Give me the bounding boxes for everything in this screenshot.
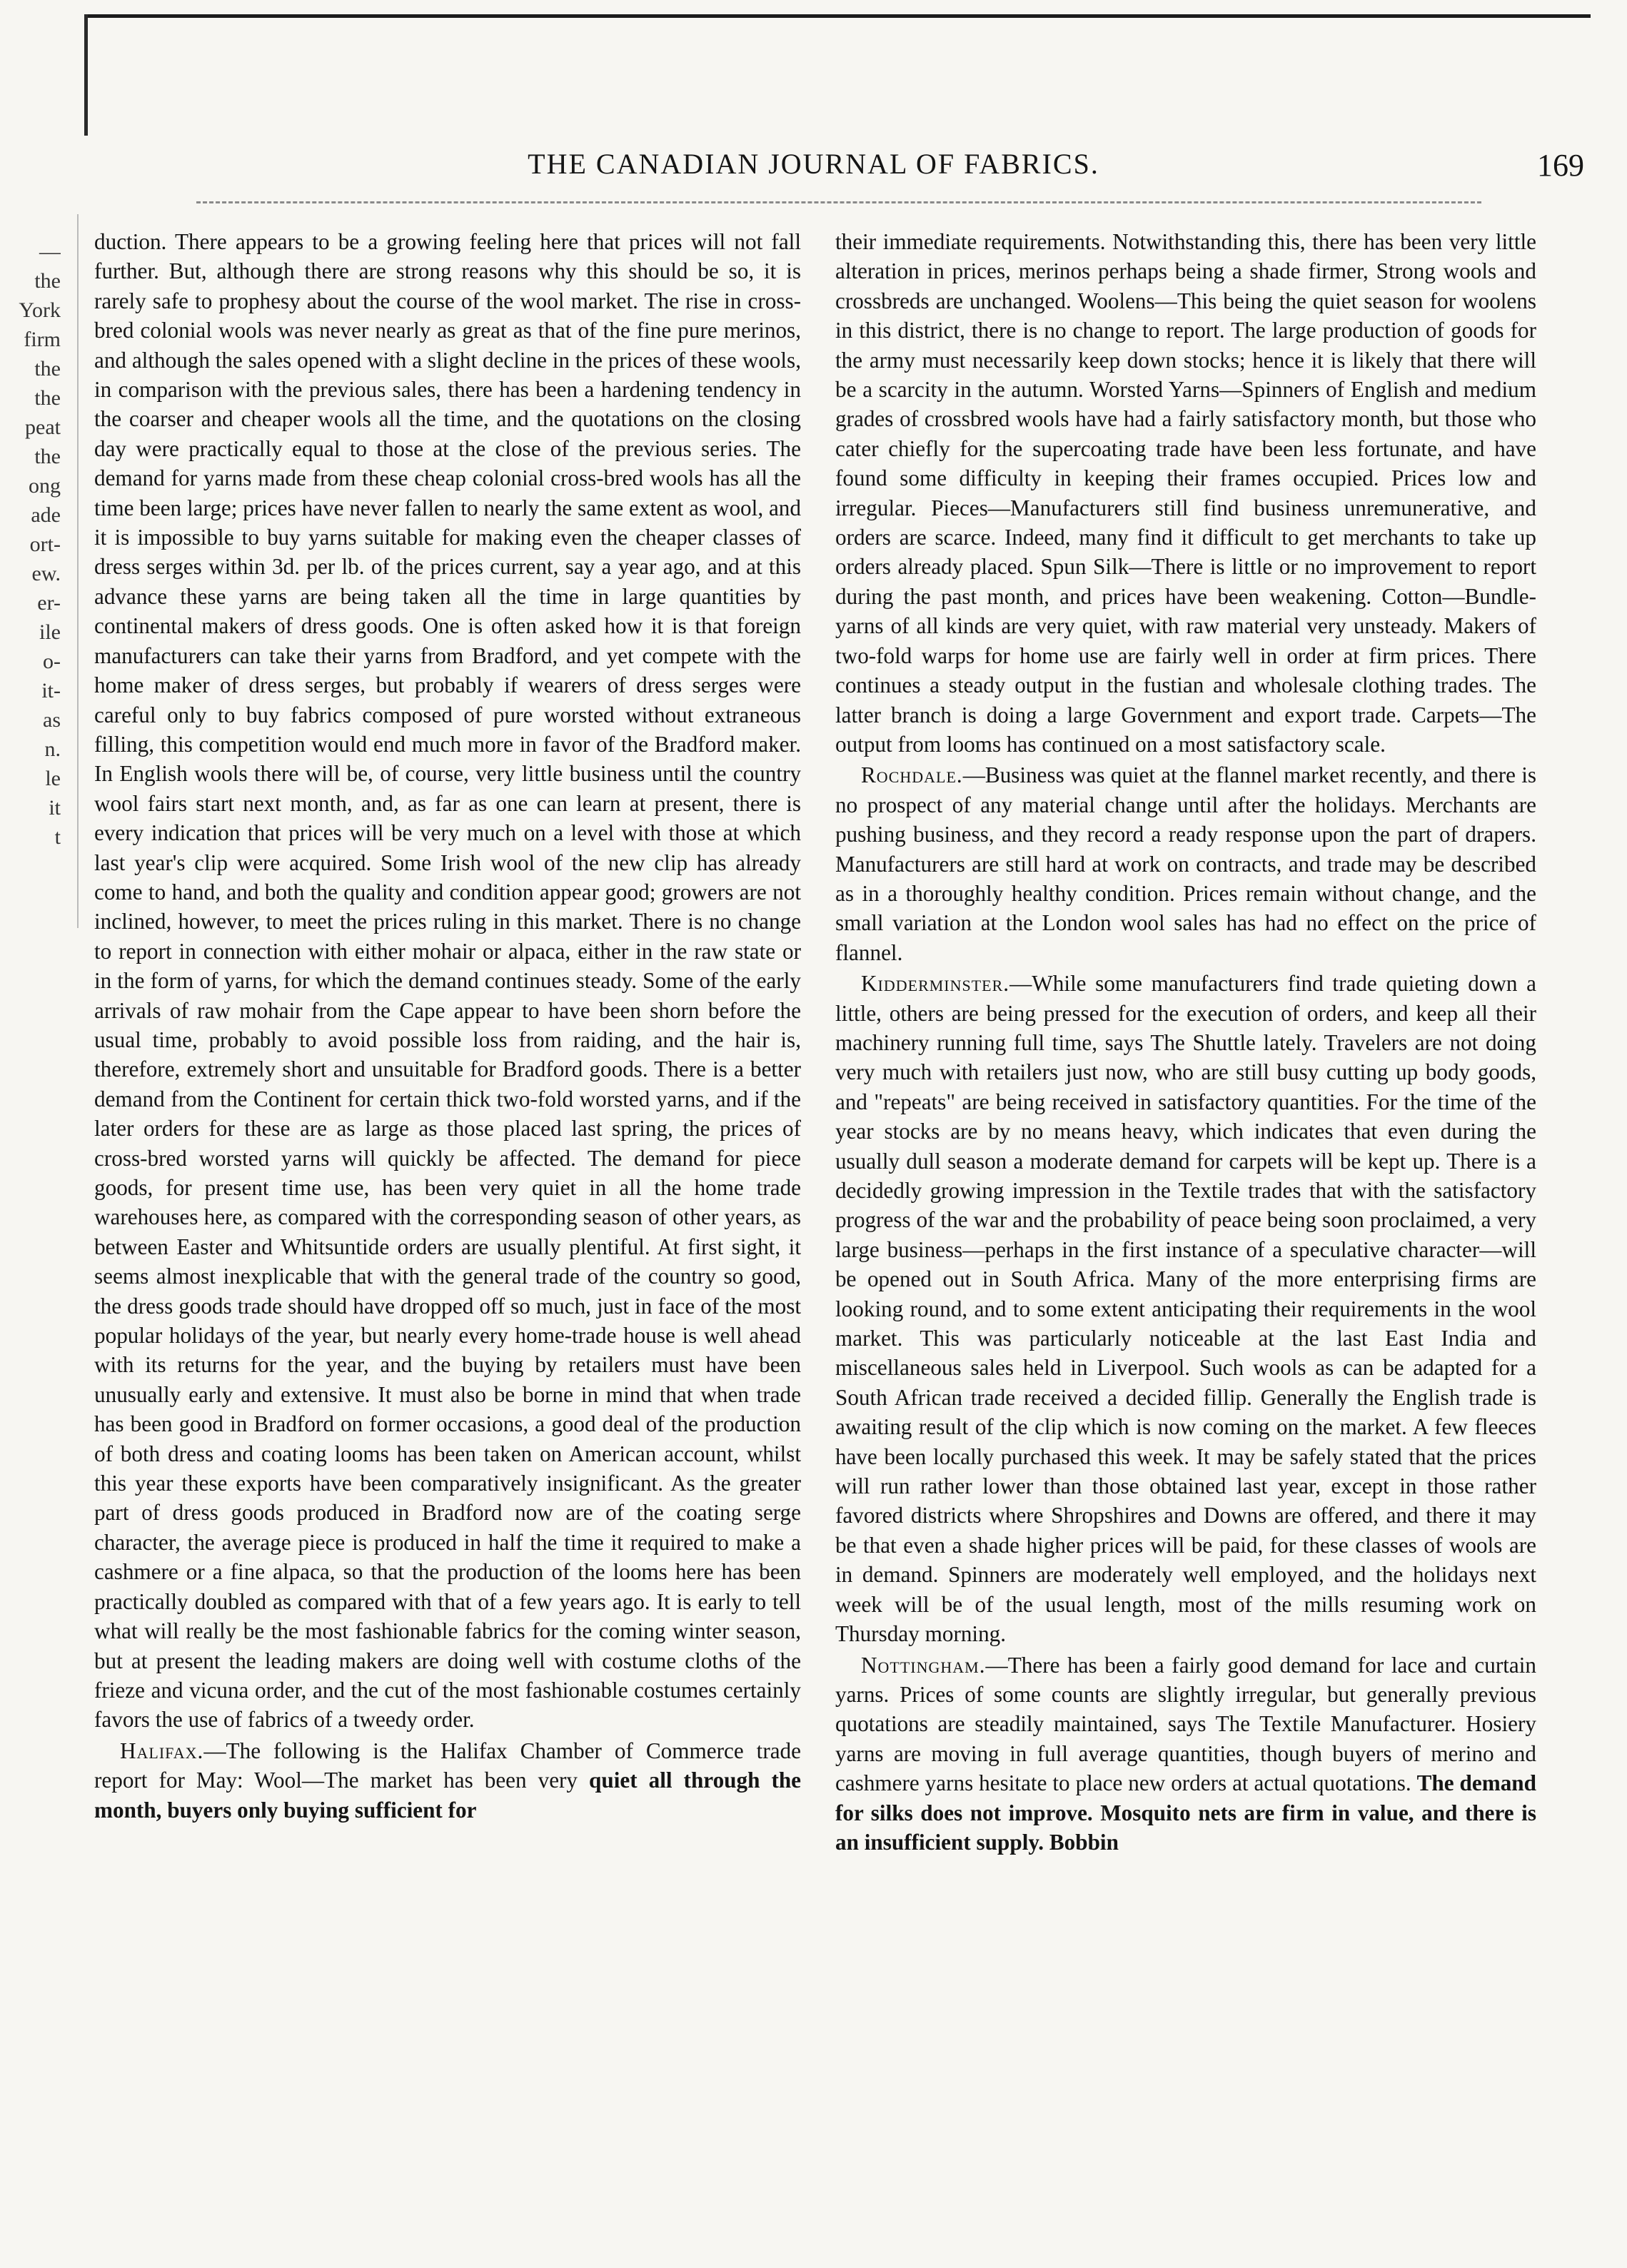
binding-edge-mark — [84, 14, 88, 136]
margin-fragment: n. — [44, 737, 61, 761]
nottingham-text: —There has been a fairly good demand for lace and curtain yarns. Prices of some counts are slightly irregular, but generally previous quotations are steadily maintained, says The Textile Manufacturer. Hosiery yarns are moving in full average quantities, though buyers of merino and cashmere yarns hesitate to place new orders at actual quotations. — [835, 1652, 1536, 1796]
top-rule — [84, 14, 1591, 18]
header-rule — [196, 201, 1481, 203]
halifax-continued-paragraph: their immediate requirements. Notwithstanding this, there has been very little alteration in prices, merinos perhaps being a shade firmer, Strong wools and crossbreds are unchanged. Woolens—This being the quiet season for woolens in this district, there is no change to report. The large production of goods for the army must necessarily keep down stocks; hence it is likely that there will be a scarcity in the autumn. Worsted Yarns—Spinners of English and medium grades of crossbred wools have had a fairly satisfactory month, but those who cater chiefly for the supercoating trade have been less fortunate, and have found some difficulty in keeping their frames occupied. Prices low and irregular. Pieces—Manufacturers still find business unremunerative, and orders are scarce. Indeed, many find it difficult to get merchants to take up orders already placed. Spun Silk—There is little or no improvement to report during the past month, and prices have been weakening. Cotton—Bundle-yarns of all kinds are very quiet, with raw material very unsteady. Makers of two-fold warps for home use are fairly well in order at firm prices. There continues a steady output in the fustian and wholesale clothing trades. The latter branch is doing a large Government and export trade. Carpets—The output from looms has continued on a most satisfactory scale. — [835, 229, 1536, 757]
margin-fragment: it — [49, 796, 61, 820]
margin-fragment: the — [34, 445, 61, 468]
margin-fragment: it- — [41, 679, 61, 702]
margin-fragment: t — [54, 825, 61, 849]
margin-rule — [77, 214, 79, 928]
margin-fragment: ort- — [29, 533, 61, 556]
nottingham-heading: Nottingham. — [861, 1652, 986, 1678]
margin-fragment: the — [34, 269, 61, 293]
kidderminster-text: —While some manufacturers find trade quieting down a little, others are being pressed for the execution of orders, and keep all their machinery running full time, says The Shuttle lately. Travelers are not doing very much with retailers just now, who are still busy cutting up body goods, and "repeats" are being received in satisfactory quantities. For the time of the year stocks are by no means heavy, which indicates that even during the usually dull season a moderate demand for carpets will be kept up. There is a decidedly growing impression in the Textile trades that with the satisfactory progress of the war and the probability of peace being soon proclaimed, a very large business—perhaps in the first instance of a speculative character—will be opened out in South Africa. Many of the more enterprising firms are looking round, and to some extent anticipating their requirements in the wool market. This was particularly noticeable at the last East India and miscellaneous sales held in Liverpool. Such wools as can be adapted for a South African trade received a decided fillip. Generally the English trade is awaiting result of the clip which is now coming on the market. A few fleeces have been locally purchased this week. It may be safely stated that the prices will run rather lower than those obtained last year, except in those rather favored districts where Shropshires and Downs are offered, and there it may be that even a shade higher prices will be paid, for these classes of wools are in demand. Spinners are moderately well employed, and the holidays next week will be of the usual length, most of the mills resuming work on Thursday morning. — [835, 971, 1536, 1647]
margin-fragment: er- — [37, 591, 61, 615]
rochdale-text: —Business was quiet at the flannel market recently, and there is no prospect of any material change until after the holidays. Merchants are pushing business, and they record a ready response upon the part of drapers. Manufacturers are still hard at work on contracts, and trade may be described as in a thoroughly healthy condition. Prices remain without change, and the small variation at the London wool sales has had no effect on the price of flannel. — [835, 762, 1536, 965]
kidderminster-heading: Kidderminster. — [861, 971, 1010, 997]
halifax-bold-text: quiet all through the month, buyers only buying sufficient for — [94, 1768, 802, 1823]
nottingham-paragraph — [835, 1650, 1536, 1858]
rochdale-paragraph — [835, 760, 1536, 967]
margin-fragment: the — [34, 357, 61, 380]
margin-fragment: o- — [43, 650, 61, 673]
margin-fragment: le — [45, 767, 61, 790]
nottingham-bold-text: The demand for silks does not improve. Mosquito nets are firm in value, and there is an insufficient supply. Bobbin — [835, 1770, 1536, 1855]
margin-fragment: — — [39, 240, 61, 263]
margin-fragment: ade — [31, 503, 61, 527]
facing-page-fragments — [0, 237, 61, 852]
margin-fragment: the — [34, 386, 61, 410]
margin-fragment: ew. — [31, 562, 61, 585]
halifax-heading: Halifax. — [120, 1738, 204, 1763]
margin-fragment: peat — [25, 415, 61, 439]
page-number: 169 — [1537, 148, 1584, 183]
running-title: THE CANADIAN JOURNAL OF FABRICS. — [528, 148, 1099, 180]
halifax-paragraph — [94, 1736, 801, 1825]
wool-market-paragraph: duction. There appears to be a growing feeling here that prices will not fall further. But, although there are strong reasons why this should be so, it is rarely safe to prophesy about the course of the wool market. The rise in cross-bred colonial wools was never nearly as great as that of the fine pure merinos, and although the sales opened with a slight decline in the prices of these wools, in comparison with the previous sales, there has been a hardening tendency in the coarser and cheaper wools all the time, and the quotations on the closing day were practically equal to those at the close of the previous series. The demand for yarns made from these cheap colonial cross-bred wools has all the time been large; prices have never fallen to nearly the same extent as wool, and it is impossible to buy yarns suitable for making even the cheaper classes of dress serges within 3d. per lb. of the prices current, say a year ago, and at this advance these yarns are being taken all the time in large quantities by continental makers of dress goods. One is often asked how it is that foreign manufacturers can take their yarns from Bradford, and yet compete with the home maker of dress serges, but probably if wearers of dress serges were careful only to buy fabrics composed of pure worsted without extraneous filling, this competition would end much more in favor of the Bradford maker. In English wools there will be, of course, very little business until the country wool fairs start next month, and, as far as one can learn at present, there is every indication that prices will be very much on a level with those at which last year's clip were acquired. Some Irish wool of the new clip has already come to hand, and both the quality and condition appear good; growers are not inclined, however, to meet the prices ruling in this market. There is no change to report in connection with either mohair or alpaca, either in the raw state or in the form of yarns, for which the demand continues steady. Some of the early arrivals of raw mohair from the Cape appear to have been shorn before the usual time, probably to avoid possible loss from raiding, and the hair is, therefore, extremely short and unsuitable for Bradford goods. There is a better demand from the Continent for certain thick two-fold worsted yarns, and if the later orders for these are as large as those placed last spring, the prices of cross-bred worsted yarns will quickly be affected. The demand for piece goods, for present time use, has been very quiet in all the home trade warehouses here, as compared with the corresponding season of other years, as between Easter and Whitsuntide orders are usually plentiful. At first sight, it seems almost inexplicable that with the general trade of the country so good, the dress goods trade should have dropped off so much, just in face of the most popular holidays of the year, but nearly every home-trade house is well ahead with its returns for the year, and the buying by retailers must have been unusually early and extensive. It must also be borne in mind that when trade has been good in Bradford on former occasions, a good deal of the production of both dress and coating looms has been taken on American account, whilst this year these exports have been comparatively insignificant. As the greater part of dress goods produced in Bradford now are of the coating serge character, the average piece is produced in half the time it required to make a cashmere or a fine alpaca, so that the production of the looms here has been practically doubled as compared with that of a few years ago. It is early to tell what will really be the most fashionable fabrics for the coming winter season, but at present the leading makers are doing well with costume cloths of the frieze and vicuna order, and the cut of the most fashionable costumes certainly favors the use of fabrics of a tweedy order. — [94, 229, 801, 1733]
halifax-text: —The following is the Halifax Chamber of Commerce trade report for May: Wool—The market has been very — [94, 1738, 801, 1793]
rochdale-heading: Rochdale. — [861, 762, 963, 788]
margin-fragment: York — [19, 298, 61, 322]
left-column — [94, 227, 801, 1825]
margin-fragment: firm — [24, 328, 61, 351]
margin-fragment: as — [43, 708, 61, 732]
margin-fragment: ile — [39, 620, 61, 644]
right-column — [835, 227, 1536, 1857]
margin-fragment: ong — [29, 474, 61, 498]
kidderminster-paragraph — [835, 969, 1536, 1648]
